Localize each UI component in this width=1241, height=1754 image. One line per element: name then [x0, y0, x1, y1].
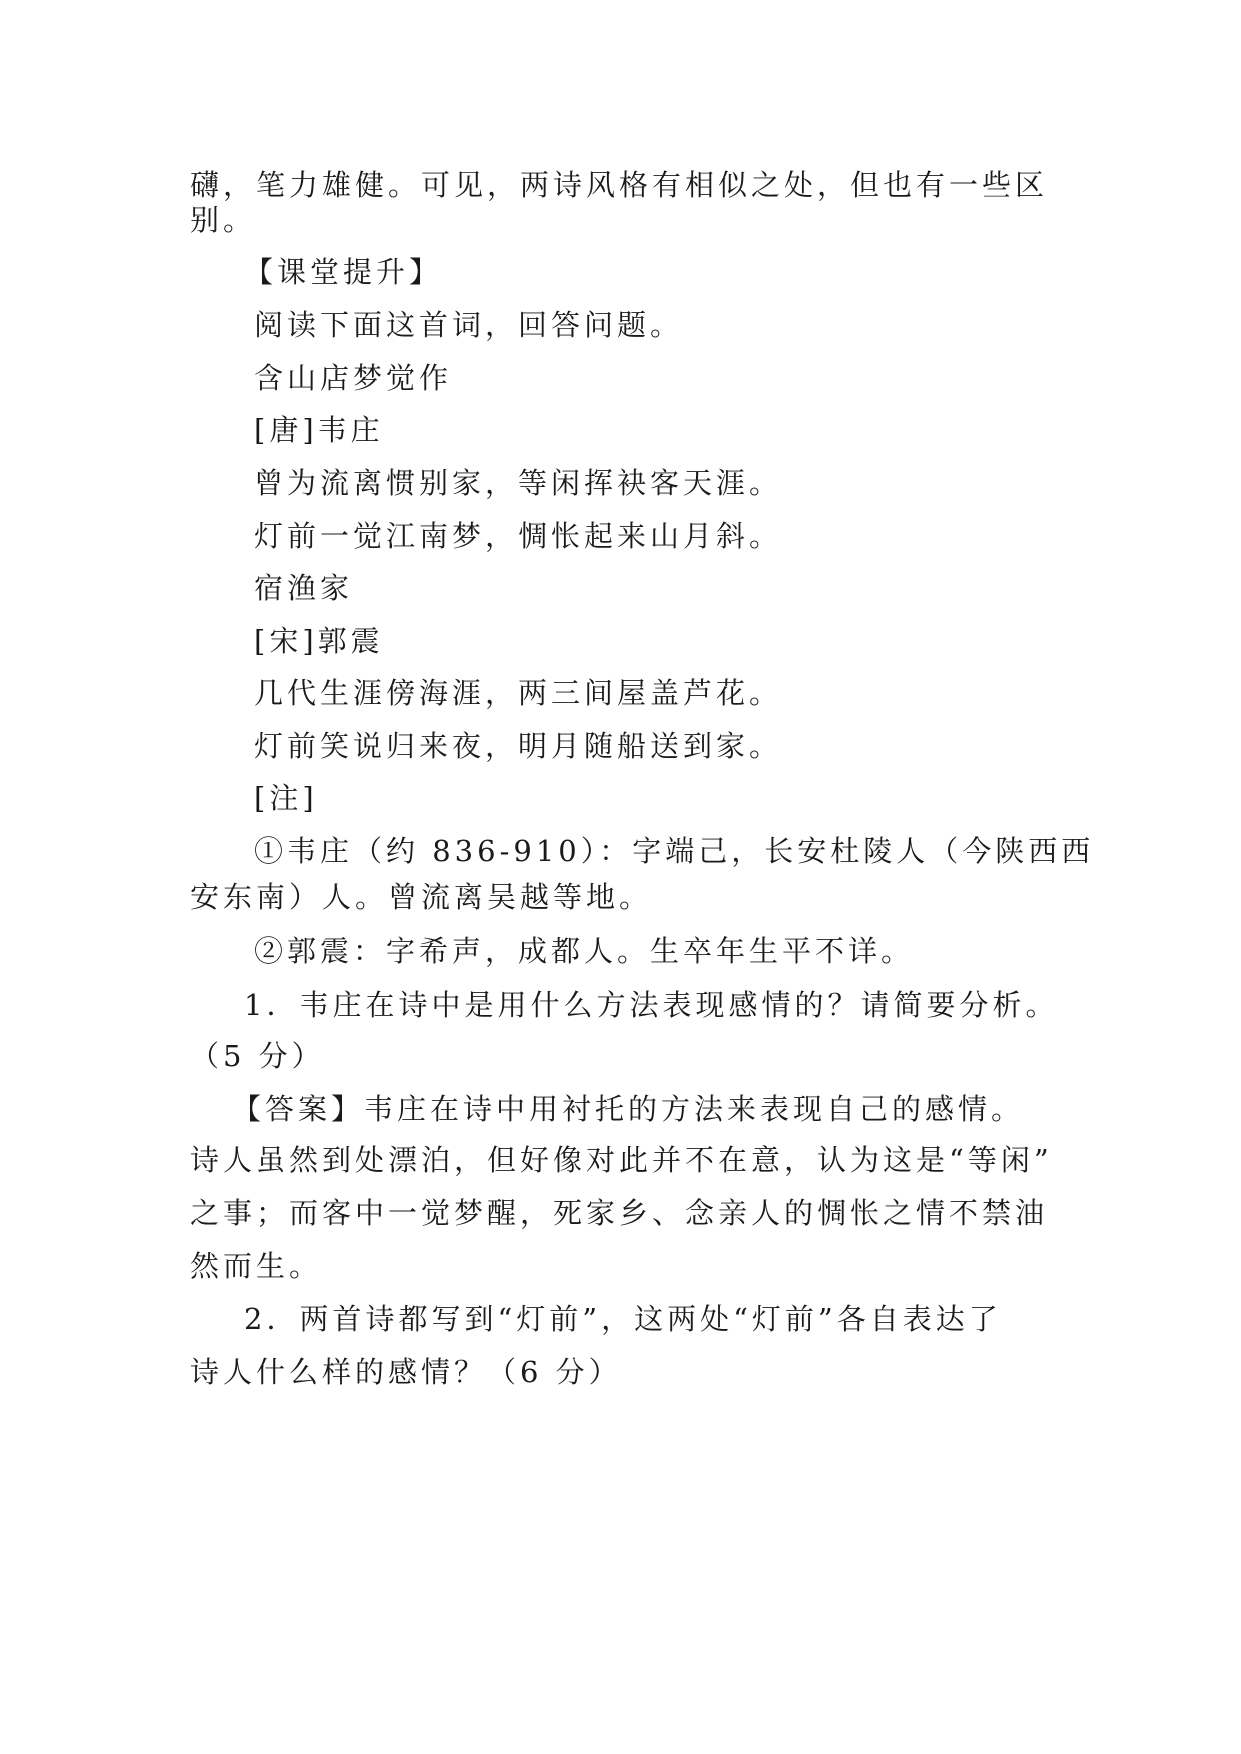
note-line: ②郭震：字希声，成都人。生卒年生平不详。	[254, 934, 915, 968]
note-line: 安东南）人。曾流离吴越等地。	[190, 880, 653, 914]
paragraph-line: 礴，笔力雄健。可见，两诗风格有相似之处，但也有一些区	[190, 168, 1049, 202]
poem-title: 宿渔家	[254, 571, 354, 605]
note-line: ①韦庄（约 836-910）：字端己，长安杜陵人（今陕西西	[254, 834, 1095, 868]
note-heading: [注]	[254, 781, 318, 815]
question-line: 诗人什么样的感情？（6 分）	[190, 1355, 622, 1389]
answer-line: 诗人虽然到处漂泊，但好像对此并不在意，认为这是“等闲”	[190, 1143, 1053, 1177]
poem-author: [唐]韦庄	[254, 413, 384, 447]
instruction-line: 阅读下面这首词，回答问题。	[254, 308, 684, 342]
paragraph-line: 别。	[190, 203, 257, 237]
poem-line: 曾为流离惯别家，等闲挥袂客天涯。	[254, 466, 783, 500]
section-heading: 【课堂提升】	[244, 255, 443, 289]
poem-line: 几代生涯傍海涯，两三间屋盖芦花。	[254, 676, 783, 710]
question-line: 1．韦庄在诗中是用什么方法表现感情的？请简要分析。	[244, 988, 1059, 1022]
poem-author: [宋]郭震	[254, 624, 384, 658]
poem-title: 含山店梦觉作	[254, 361, 453, 395]
question-line: （5 分）	[190, 1039, 325, 1073]
poem-line: 灯前笑说归来夜，明月随船送到家。	[254, 729, 783, 763]
answer-line: 【答案】韦庄在诗中用衬托的方法来表现自己的感情。	[232, 1092, 1025, 1126]
question-line: 2．两首诗都写到“灯前”，这两处“灯前”各自表达了	[244, 1302, 1002, 1336]
answer-line: 然而生。	[190, 1249, 323, 1283]
answer-line: 之事；而客中一觉梦醒，死家乡、念亲人的惆怅之情不禁油	[190, 1196, 1049, 1230]
poem-line: 灯前一觉江南梦，惆怅起来山月斜。	[254, 519, 783, 553]
